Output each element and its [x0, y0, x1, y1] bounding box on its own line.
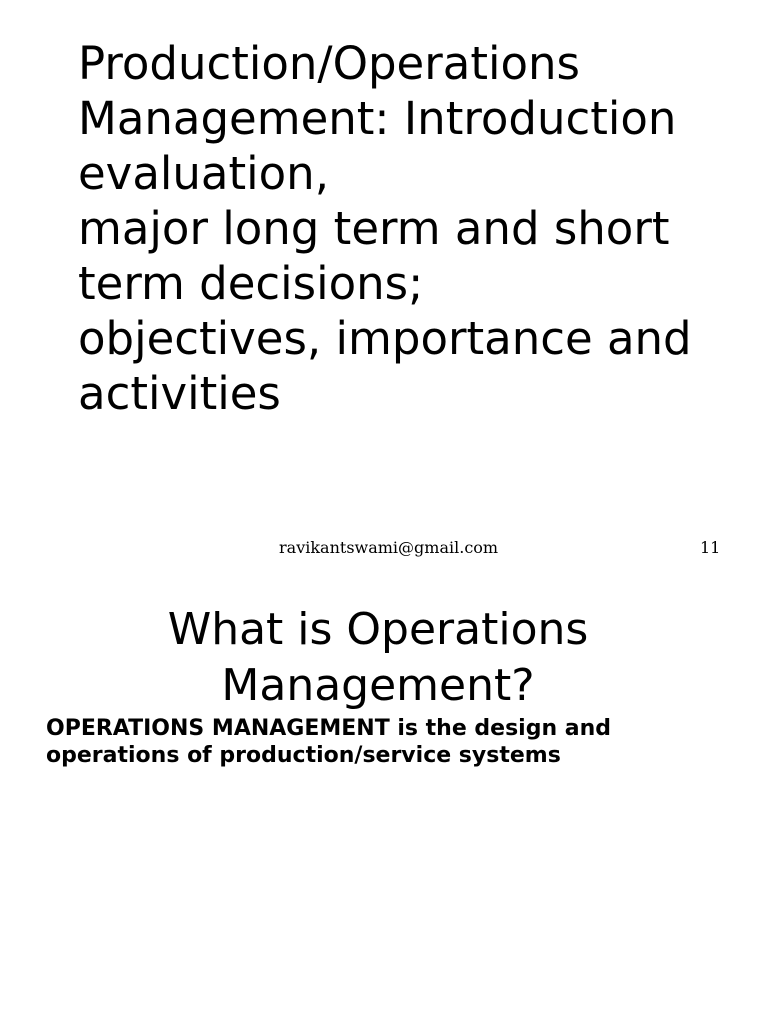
footer-email: ravikantswami@gmail.com [279, 538, 499, 557]
title-line: What is Operations [167, 604, 589, 655]
page-number: 11 [700, 538, 721, 557]
definition-line: OPERATIONS MANAGEMENT is the design and [46, 716, 612, 741]
title-line: Management? [221, 660, 535, 711]
title-line: evaluation, [78, 147, 329, 200]
title-line: Production/Operations [78, 37, 580, 90]
title-line: Management: Introduction [78, 92, 677, 145]
title-line: objectives, importance and [78, 312, 692, 365]
definition-line: operations of production/service systems [46, 743, 561, 768]
operations-management-definition [46, 715, 746, 769]
title-line: major long term and short [78, 202, 670, 255]
title-line: term decisions; [78, 257, 424, 310]
slide-title-production-operations [78, 36, 758, 421]
title-line: activities [78, 367, 281, 420]
slide-title-what-is-operations-management [0, 602, 756, 714]
